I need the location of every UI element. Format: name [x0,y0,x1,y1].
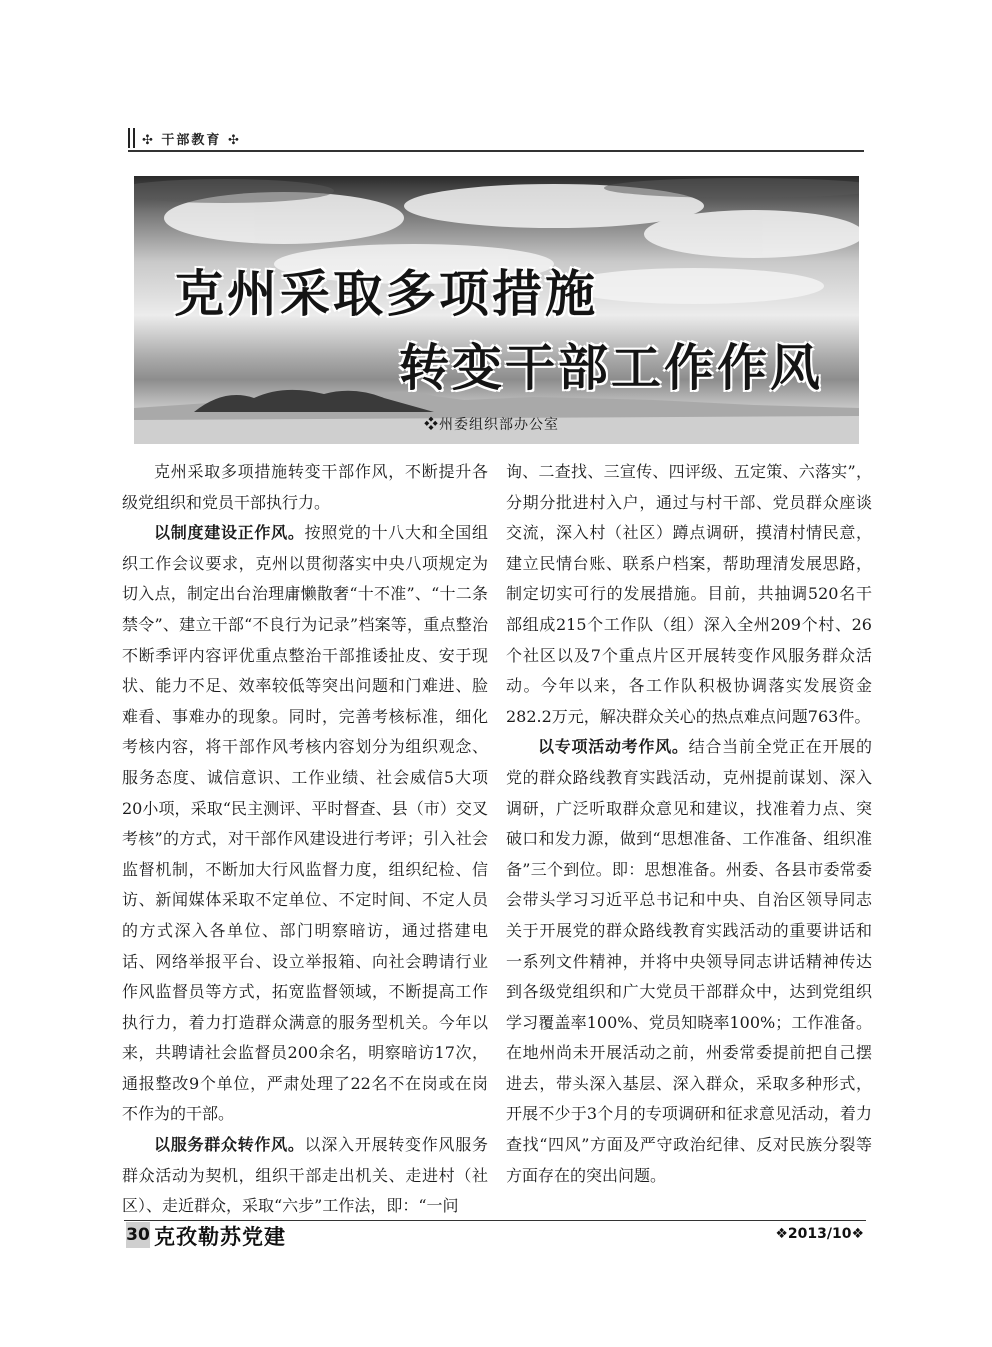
magazine-name: 克孜勒苏党建 [154,1225,286,1249]
paragraph-lead: 以服务群众转作风。 [154,1135,305,1155]
paragraph-text: 克州采取多项措施转变干部作风，不断提升各级党组织和党员干部执行力。 [122,462,488,512]
paragraph [122,457,488,518]
section-header [128,126,864,152]
article-byline: ❖州委组织部办公室 [424,417,559,433]
page-number: 30 [126,1222,150,1248]
paragraph [506,732,872,1191]
paragraph-lead: 以制度建设正作风。 [154,523,305,543]
left-column [122,457,488,1222]
paragraph-lead: 以专项活动考作风。 [538,737,689,757]
paragraph [122,1130,488,1222]
article-title-line2: 转变干部工作作风 [399,339,823,397]
article-title-line1: 克州采取多项措施 [174,265,598,323]
hero-banner [134,176,859,444]
paragraph [506,457,872,732]
right-column [506,457,872,1191]
header-bars-decoration [128,128,136,148]
header-rule [128,150,864,152]
paragraph-text: 以深入开展转变作风服务群众活动为契机，组织干部走出机关、走进村（社区）、走近群众，采取“六步”工作法，即：“一问 [122,1135,488,1216]
paragraph-text: 询、二查找、三宣传、四评级、五定策、六落实”，分期分批进村入户，通过与村干部、党员群众座谈交流，深入村（社区）蹲点调研，摸清村情民意，建立民情台账、联系户档案，帮助理清发展思路，制定切实可行的发展措施。目前，共抽调520名干部组成215个工作队（组）深入全州209个村、26个社区以及7个重点片区开展转变作风服务群众活动。今年以来，各工作队积极协调落实发展资金282.2万元，解决群众关心的热点难点问题763件。 [506,462,872,726]
paragraph [122,518,488,1130]
paragraph-text: 结合当前全党正在开展的党的群众路线教育实践活动，克州提前谋划、深入调研，广泛听取群众意见和建议，找准着力点、突破口和发力源，做到“思想准备、工作准备、组织准备”三个到位。即：思想准备。州委、各县市委常委会带头学习习近平总书记和中央、自治区领导同志关于开展党的群众路线教育实践活动的重要讲话和一系列文件精神，并将中央领导同志讲话精神传达到各级党组织和广大党员干部群众中，达到党组织学习覆盖率100%、党员知晓率100%；工作准备。在地州尚未开展活动之前，州委常委提前把自己摆进去，带头深入基层、深入群众，采取多种形式，开展不少于3个月的专项调研和征求意见活动，着力查找“四风”方面及严守政治纪律、反对民族分裂等方面存在的突出问题。 [506,737,872,1185]
paragraph-text: 按照党的十八大和全国组织工作会议要求，克州以贯彻落实中央八项规定为切入点，制定出台治理庸懒散奢“十不准”、“十二条禁令”、建立干部“不良行为记录”档案等，重点整治不断季评内容评优重点整治干部推诿扯皮、安于现状、能力不足、效率较低等突出问题和门难进、脸难看、事难办的现象。同时，完善考核标准，细化考核内容，将干部作风考核内容划分为组织观念、服务态度、诚信意识、工作业绩、社会威信5大项20小项，采取“民主测评、平时督查、县（市）交叉考核”的方式，对干部作风建设进行考评；引入社会监督机制，不断加大行风监督力度，组织纪检、信访、新闻媒体采取不定单位、不定时间、不定人员的方式深入各单位、部门明察暗访，通过搭建电话、网络举报平台、设立举报箱、向社会聘请行业作风监督员等方式，拓宽监督领域，不断提高工作执行力，着力打造群众满意的服务型机关。今年以来，共聘请社会监督员200余名，明察暗访17次，通报整改9个单位，严肃处理了22名不在岗或在岗不作为的干部。 [122,523,488,1124]
issue-number: ❖2013/10❖ [775,1226,864,1242]
section-label: ✣ 干部教育 ✣ [142,133,241,148]
